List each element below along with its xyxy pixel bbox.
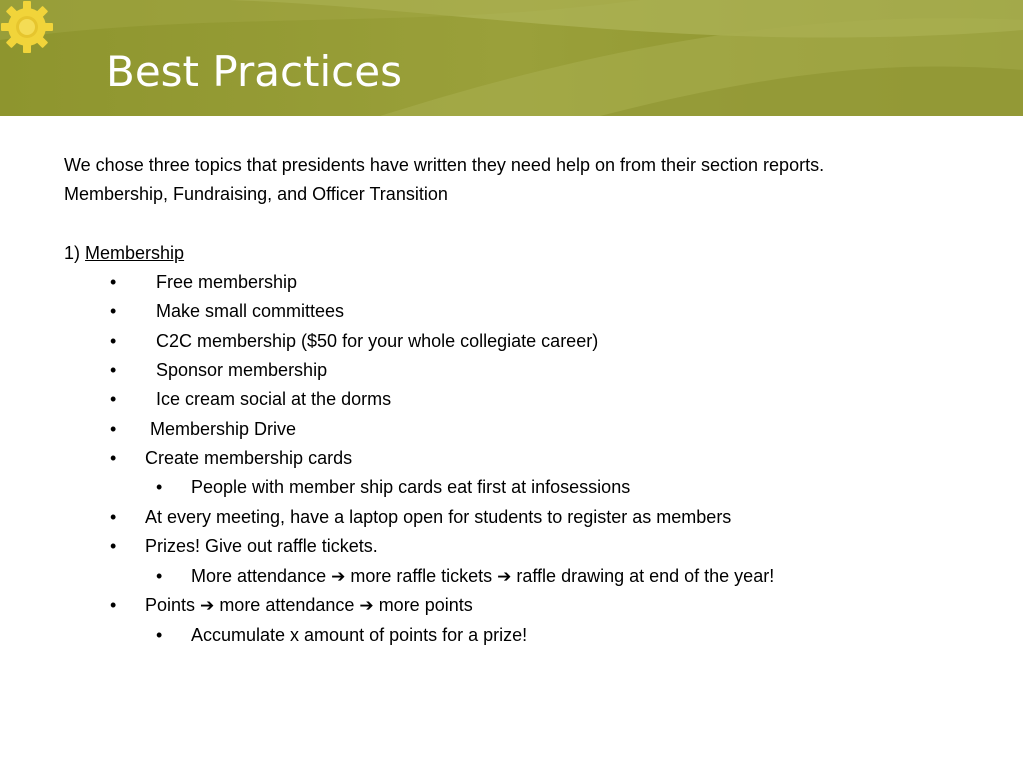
arrow-right-icon: ➔ [200,596,215,616]
bullet: • [110,360,117,380]
bullet: • [110,419,117,439]
bullet: • [110,389,117,409]
text-segment: More attendance [191,566,327,586]
gear-icon [0,0,54,54]
list-item-text: Accumulate x amount of points for a prize! [191,625,528,645]
bullet: • [110,536,117,556]
list-item-text: Ice cream social at the dorms [156,389,392,409]
bullet: • [110,595,117,615]
text-segment: raffle drawing at end of the year! [516,566,775,586]
list-item-text: At every meeting, have a laptop open for students to register as members [145,507,732,527]
slide-title: Best Practices [106,47,402,96]
section-number: 1) [64,243,81,263]
bullet: • [110,331,117,351]
arrow-right-icon: ➔ [331,567,346,587]
bullet: • [110,272,117,292]
text-segment: more attendance [219,595,355,615]
list-item-text: Sponsor membership [156,360,328,380]
list-item-text [191,561,774,592]
list-item-text: Membership Drive [150,419,297,439]
list-item-text: Prizes! Give out raffle tickets. [145,536,378,556]
arrow-right-icon: ➔ [359,596,374,616]
bullet: • [110,507,117,527]
bullet: • [156,625,163,645]
bullet: • [156,477,163,497]
section-title: Membership [85,243,185,263]
list-item-text [145,590,473,621]
list-item-text: Create membership cards [145,448,353,468]
bullet: • [110,448,117,468]
list-item-text: Free membership [156,272,298,292]
bullet: • [110,301,117,321]
title-banner [0,0,1023,116]
list-item-text: Make small committees [156,301,345,321]
bullet: • [156,566,163,586]
arrow-right-icon: ➔ [497,567,512,587]
text-segment: more points [378,595,473,615]
list-item-text: People with member ship cards eat first at infosessions [191,477,631,497]
list-item-text: C2C membership ($50 for your whole collegiate career) [156,331,599,351]
text-segment: more raffle tickets [350,566,493,586]
intro-line-2: Membership, Fundraising, and Officer Transition [64,184,448,204]
text-segment: Points [145,595,196,615]
section-heading [64,238,184,268]
intro-line-1: We chose three topics that presidents have written they need help on from their section reports. [64,155,825,175]
